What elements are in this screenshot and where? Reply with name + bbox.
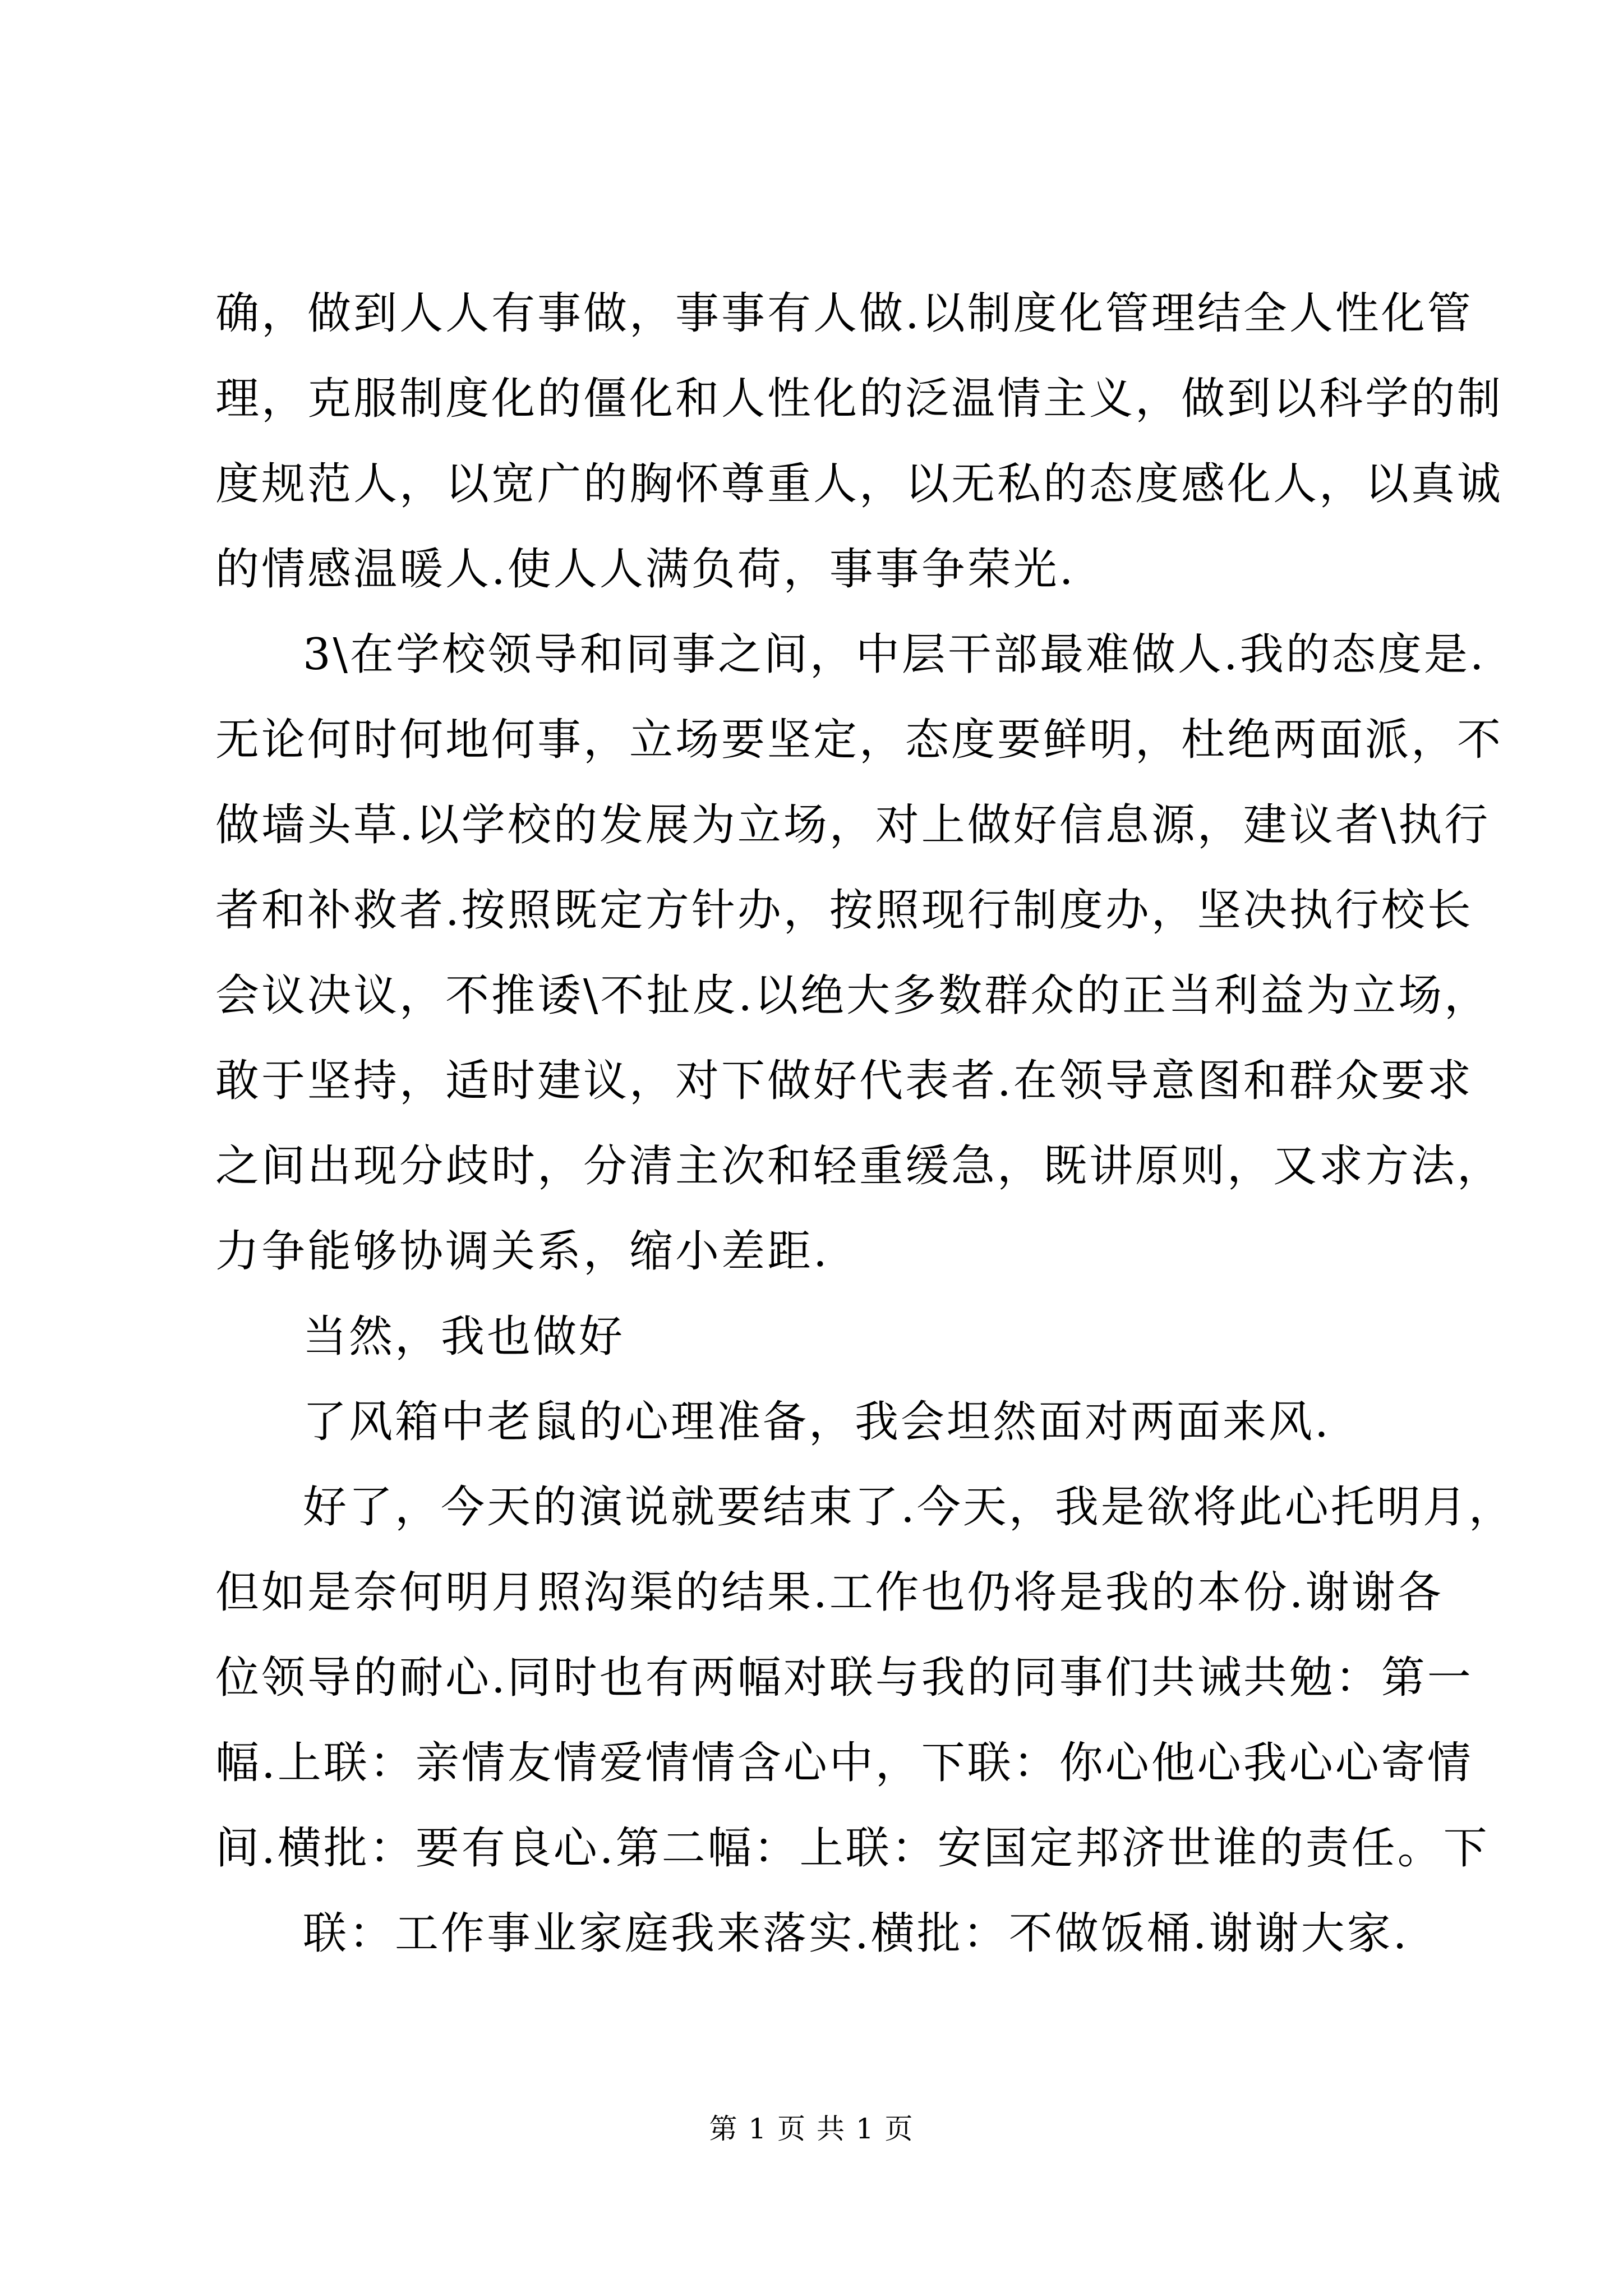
paragraph-line: 之间出现分歧时，分清主次和轻重缓急，既讲原则，又求方法， [215, 1141, 1504, 1191]
paragraph-line: 度规范人，以宽广的胸怀尊重人，以无私的态度感化人，以真诚 [215, 459, 1504, 509]
paragraph-line: 无论何时何地何事，立场要坚定，态度要鲜明，杜绝两面派，不 [215, 715, 1504, 765]
paragraph-line: 会议决议，不推诿\不扯皮.以绝大多数群众的正当利益为立场， [215, 970, 1491, 1021]
paragraph-line: 当然，我也做好 [303, 1312, 625, 1362]
paragraph-line: 的情感温暖人.使人人满负荷，事事争荣光. [215, 544, 1076, 595]
paragraph-line: 了风箱中老鼠的心理准备，我会坦然面对两面来风. [303, 1397, 1331, 1447]
paragraph-line: 做墙头草.以学校的发展为立场，对上做好信息源，建议者\执行 [215, 800, 1491, 850]
paragraph-line: 间.横批：要有良心.第二幅：上联：安国定邦济世谁的责任。下 [215, 1823, 1490, 1874]
paragraph-line: 力争能够协调关系，缩小差距. [215, 1226, 829, 1277]
page-footer: 第 1 页 共 1 页 [709, 2113, 914, 2145]
paragraph-line: 者和补救者.按照既定方针办，按照现行制度办，坚决执行校长 [215, 885, 1473, 936]
paragraph-line: 位领导的耐心.同时也有两幅对联与我的同事们共诫共勉：第一 [215, 1653, 1473, 1703]
paragraph-line: 联：工作事业家庭我来落实.横批：不做饭桶.谢谢大家. [303, 1908, 1409, 1959]
paragraph-line: 理，克服制度化的僵化和人性化的泛温情主义，做到以科学的制 [215, 374, 1504, 424]
paragraph-line: 确，做到人人有事做，事事有人做.以制度化管理结全人性化管 [215, 288, 1473, 339]
paragraph-line: 敢于坚持，适时建议，对下做好代表者.在领导意图和群众要求 [215, 1056, 1473, 1106]
paragraph-line: 3\在学校领导和同事之间，中层干部最难做人.我的态度是. [303, 629, 1486, 680]
paragraph-line: 但如是奈何明月照沟渠的结果.工作也仍将是我的本份.谢谢各 [215, 1567, 1444, 1618]
paragraph-line: 好了，今天的演说就要结束了.今天，我是欲将此心托明月， [303, 1482, 1515, 1533]
paragraph-line: 幅.上联：亲情友情爱情情含心中，下联：你心他心我心心寄情 [215, 1738, 1473, 1788]
